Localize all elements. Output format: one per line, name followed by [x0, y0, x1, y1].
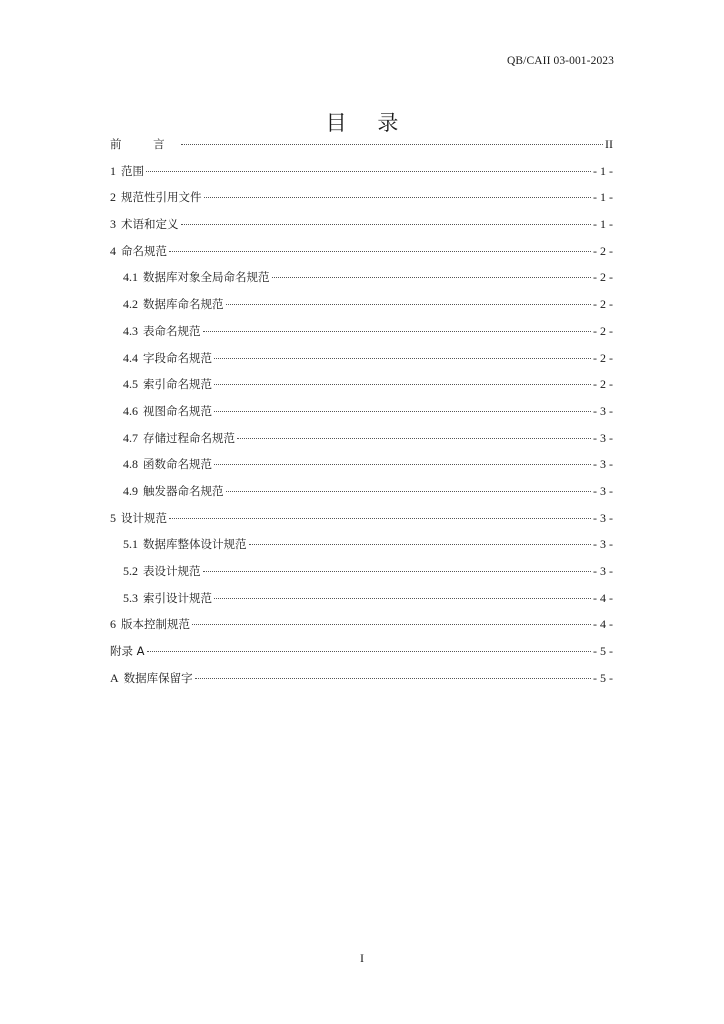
toc-entry-number: A — [110, 670, 119, 685]
toc-entry-page: - 3 - — [593, 403, 613, 418]
dot-leader — [214, 384, 591, 385]
toc-entry-page: - 2 - — [593, 270, 613, 285]
toc-entry-page: - 3 - — [593, 510, 613, 525]
toc-entry[interactable] — [110, 211, 613, 238]
toc-entry[interactable] — [110, 131, 613, 158]
toc-entry-title: 数据库命名规范 — [143, 297, 224, 312]
toc-entry[interactable] — [110, 558, 613, 585]
toc-entry[interactable] — [110, 398, 613, 425]
toc-entry-title: 数据库对象全局命名规范 — [143, 270, 270, 285]
toc-entry-title: 视图命名规范 — [143, 403, 212, 418]
toc-entry-number: 4.2 — [123, 297, 138, 312]
toc-entry-title: 数据库整体设计规范 — [143, 537, 247, 552]
toc-entry-label[interactable] — [123, 585, 212, 612]
toc-entry-title: 版本控制规范 — [121, 617, 190, 632]
toc-entry-page: - 4 - — [593, 590, 613, 605]
toc-entry-page: - 2 - — [593, 323, 613, 338]
toc-title: 目 录 — [325, 111, 411, 135]
toc-entry-title: 规范性引用文件 — [121, 190, 202, 205]
toc-entry-label[interactable] — [110, 131, 179, 158]
dot-leader — [203, 331, 592, 332]
toc-entry-title: 索引设计规范 — [143, 590, 212, 605]
toc-entry-label[interactable] — [110, 184, 202, 211]
toc-entry-page: - 1 - — [593, 217, 613, 232]
toc-entry-number: 1 — [110, 163, 116, 178]
toc-entry[interactable] — [110, 238, 613, 265]
toc-entry-number: 2 — [110, 190, 116, 205]
toc-entry-title: 触发器命名规范 — [143, 483, 224, 498]
dot-leader — [195, 678, 591, 679]
toc-entry-title: 表设计规范 — [143, 564, 201, 578]
toc-entry-page: - 2 - — [593, 377, 613, 392]
toc-entry[interactable] — [110, 158, 613, 185]
toc-entry-number: 5.3 — [123, 590, 138, 605]
toc-entry-label[interactable] — [110, 665, 193, 692]
toc-entry[interactable] — [110, 291, 613, 318]
toc-entry-page: - 5 - — [593, 644, 613, 659]
toc-entry[interactable] — [110, 451, 613, 478]
toc-entry-title: 前 言 — [110, 137, 179, 151]
page-number: I — [360, 951, 364, 965]
dot-leader — [226, 491, 592, 492]
toc-entry[interactable] — [110, 665, 613, 692]
toc-entry-title: 数据库保留字 — [123, 670, 193, 685]
dot-leader — [237, 438, 591, 439]
toc-entry-label[interactable] — [123, 318, 201, 345]
dot-leader — [147, 651, 591, 652]
toc-entry-title: 附录 A — [110, 644, 145, 659]
toc-entry-number: 5.1 — [123, 537, 138, 552]
toc-entry-title: 设计规范 — [121, 510, 167, 525]
toc-entry[interactable] — [110, 478, 613, 505]
toc-entry-number: 4.1 — [123, 270, 138, 285]
toc-entry-number: 4.5 — [123, 377, 138, 392]
toc-entry-number: 3 — [110, 217, 116, 232]
document-code: QB/CAII 03-001-2023 — [507, 55, 614, 67]
toc-entry-page: - 3 - — [593, 430, 613, 445]
dot-leader — [226, 304, 592, 305]
toc-entry-label[interactable] — [110, 505, 167, 532]
dot-leader — [203, 571, 592, 572]
toc-entry-page: - 2 - — [593, 350, 613, 365]
dot-leader — [214, 411, 591, 412]
toc-entry-page: - 3 - — [593, 457, 613, 472]
toc-entry-title: 索引命名规范 — [143, 377, 212, 392]
toc-entry[interactable] — [110, 184, 613, 211]
toc-entry[interactable] — [110, 318, 613, 345]
toc-entry-page: - 3 - — [593, 483, 613, 498]
toc-entry-title: 范围 — [121, 163, 144, 178]
toc-entry[interactable] — [110, 425, 613, 452]
toc-entry[interactable] — [110, 531, 613, 558]
toc-entry-number: 4.3 — [123, 323, 138, 338]
toc-entry-label[interactable] — [123, 451, 212, 478]
toc-entry-title: 命名规范 — [121, 243, 167, 258]
toc-entry-label[interactable] — [123, 398, 212, 425]
dot-leader — [192, 624, 591, 625]
toc-entry-number: 4.6 — [123, 403, 138, 418]
toc-entry-title: 字段命名规范 — [143, 350, 212, 365]
toc-entry-number: 4.4 — [123, 350, 138, 365]
toc-entry-label[interactable] — [123, 478, 224, 505]
toc-entry[interactable] — [110, 371, 613, 398]
toc-entry-number: 4.8 — [123, 457, 138, 472]
toc-entry-label[interactable] — [110, 158, 144, 185]
dot-leader — [181, 224, 592, 225]
toc-entry-label[interactable] — [110, 211, 179, 238]
toc-entry[interactable] — [110, 611, 613, 638]
toc-entry-page: II — [605, 137, 613, 151]
toc-entry-number: 4 — [110, 243, 116, 258]
toc-entry-number: 6 — [110, 617, 116, 632]
dot-leader — [214, 598, 591, 599]
toc-entry-label[interactable] — [123, 291, 224, 318]
toc-entry[interactable] — [110, 505, 613, 532]
toc-entry-title: 函数命名规范 — [143, 457, 212, 472]
toc-entry-label[interactable] — [110, 611, 190, 638]
toc-entry[interactable] — [110, 345, 613, 372]
dot-leader — [272, 277, 592, 278]
toc-entry-number: 5.2 — [123, 564, 138, 578]
toc-entry-label[interactable] — [123, 264, 270, 291]
dot-leader — [214, 464, 591, 465]
toc-entry-title: 术语和定义 — [121, 217, 179, 232]
toc-entry-label[interactable] — [123, 425, 235, 452]
toc-entry[interactable] — [110, 638, 613, 665]
toc-entry-page: - 1 - — [593, 163, 613, 178]
toc-entry-label[interactable] — [123, 531, 247, 558]
toc-entry-title: 存储过程命名规范 — [143, 430, 235, 445]
dot-leader — [204, 197, 592, 198]
toc-entry-number: 5 — [110, 510, 116, 525]
toc-entry-title: 表命名规范 — [143, 323, 201, 338]
toc-entry[interactable] — [110, 585, 613, 612]
dot-leader — [181, 144, 603, 145]
toc-entry[interactable] — [110, 264, 613, 291]
toc-entry-page: - 5 - — [593, 670, 613, 685]
toc-entry-label[interactable] — [123, 371, 212, 398]
dot-leader — [169, 251, 591, 252]
toc-entry-page: - 2 - — [593, 243, 613, 258]
toc-entry-page: - 3 - — [593, 537, 613, 552]
toc-entry-label[interactable] — [110, 638, 145, 665]
toc-entry-number: 4.7 — [123, 430, 138, 445]
dot-leader — [169, 518, 591, 519]
toc-entry-page: - 4 - — [593, 617, 613, 632]
dot-leader — [214, 358, 591, 359]
toc-entry-label[interactable] — [123, 558, 201, 585]
dot-leader — [249, 544, 592, 545]
toc-entry-page: - 1 - — [593, 190, 613, 205]
table-of-contents — [110, 131, 613, 691]
toc-entry-label[interactable] — [110, 238, 167, 265]
dot-leader — [146, 171, 591, 172]
toc-entry-page: - 3 - — [593, 564, 613, 578]
toc-entry-number: 4.9 — [123, 483, 138, 498]
toc-entry-label[interactable] — [123, 345, 212, 372]
toc-entry-page: - 2 - — [593, 297, 613, 312]
